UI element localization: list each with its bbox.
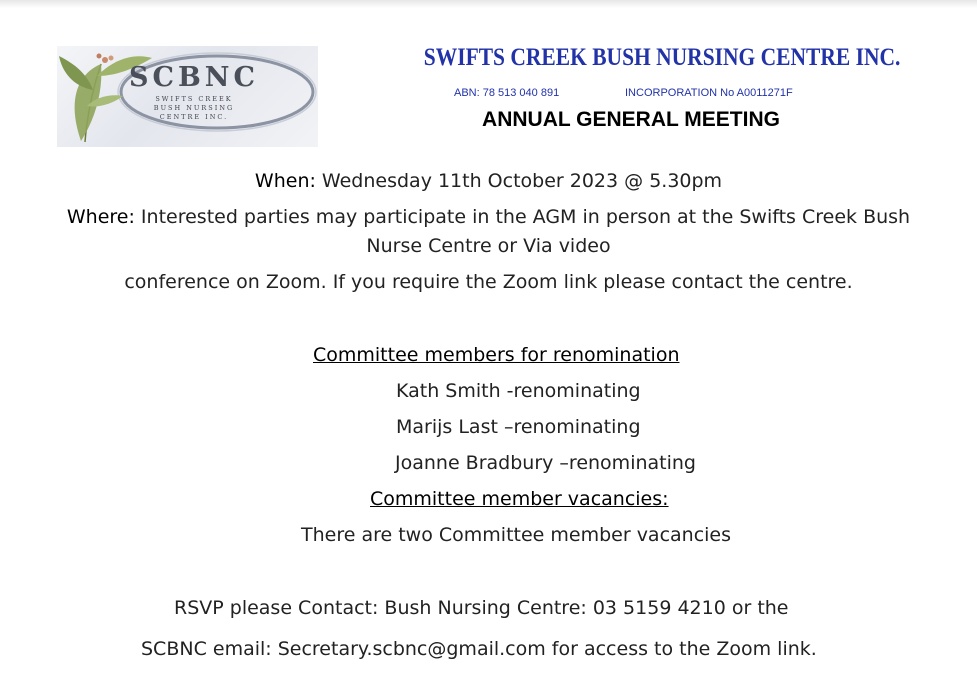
incorporation-number: INCORPORATION No A0011271F [625,87,793,99]
member-item: Marijs Last –renominating [396,416,641,438]
member-item: Kath Smith -renominating [396,380,641,402]
vacancies-text: There are two Committee member vacancies [301,524,732,546]
vacancies-heading [370,487,669,511]
logo-line-1: SWIFTS CREEK [155,95,233,103]
renomination-heading [313,343,680,367]
renomination-heading-text: Committee members for renomination [313,344,680,366]
member-item: Joanne Bradbury –renominating [395,452,696,474]
logo-line-3: CENTRE INC. [159,113,229,121]
when-line [0,169,977,193]
logo-acronym: SCBNC [129,62,259,93]
scbnc-logo [57,46,318,147]
where-label: Where: [66,206,135,228]
logo-line-2: BUSH NURSING [153,104,235,112]
when-label: When: [254,170,316,192]
when-value: Wednesday 11th October 2023 @ 5.30pm [315,170,723,192]
abn-number: ABN: 78 513 040 891 [454,87,560,99]
organisation-name: SWIFTS CREEK BUSH NURSING CENTRE INC. [423,44,901,71]
rsvp-line-2: SCBNC email: Secretary.scbnc@gmail.com for access to the Zoom link. [141,638,817,660]
page-top-edge [0,0,977,8]
where-line [0,205,977,229]
where-value-line-2: Nurse Centre or Via video [366,235,611,257]
rsvp-line-1: RSVP please Contact: Bush Nursing Centre: 03 5159 4210 or the [174,597,789,619]
meeting-title: ANNUAL GENERAL MEETING [482,108,780,131]
where-value-line-3: conference on Zoom. If you require the Zoom link please contact the centre. [124,271,853,293]
vacancies-heading-text: Committee member vacancies: [370,488,669,510]
where-value-line-1: Interested parties may participate in the AGM in person at the Swifts Creek Bush [134,206,911,228]
